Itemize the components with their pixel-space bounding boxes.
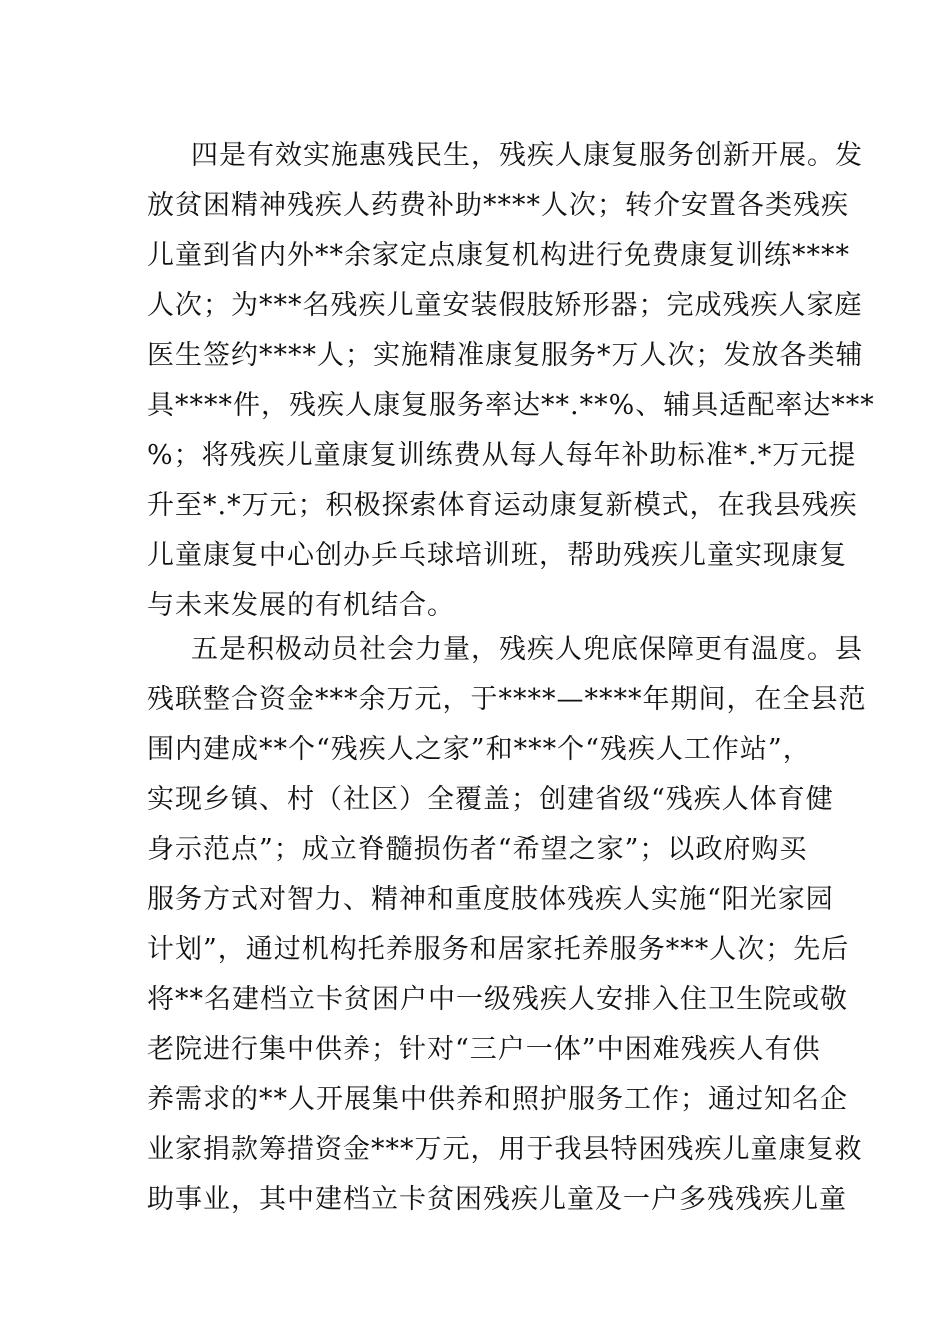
- paragraph-line: 与未来发展的有机结合。: [147, 590, 455, 621]
- paragraph-line: 计划”，通过机构托养服务和居家托养服务***人次；先后: [147, 934, 850, 965]
- paragraph-line: 四是有效实施惠残民生，残疾人康复服务创新开展。发: [191, 140, 863, 171]
- paragraph-line: 残联整合资金***余万元，于****—****年期间，在全县范: [147, 684, 867, 715]
- paragraph-line: 升至*.*万元；积极探索体育运动康复新模式，在我县残疾: [147, 490, 858, 521]
- paragraph-line: 身示范点”；成立脊髓损伤者“希望之家”；以政府购买: [147, 834, 808, 865]
- paragraph-line: 老院进行集中供养；针对“三户一体”中困难残疾人有供: [147, 1034, 821, 1065]
- paragraph-rehabilitation-services: [147, 131, 875, 631]
- paragraph-line: 儿童康复中心创办乒乓球培训班，帮助残疾儿童实现康复: [147, 540, 847, 571]
- paragraph-line: 五是积极动员社会力量，残疾人兜底保障更有温度。县: [191, 634, 863, 665]
- paragraph-line: 助事业，其中建档立卡贫困残疾儿童及一户多残残疾儿童: [147, 1184, 847, 1215]
- paragraph-line: 将**名建档立卡贫困户中一级残疾人安排入住卫生院或敬: [147, 984, 848, 1015]
- paragraph-line: 具****件，残疾人康复服务率达**.**%、辅具适配率达***: [147, 390, 875, 421]
- paragraph-line: 儿童到省内外**余家定点康复机构进行免费康复训练****: [147, 240, 850, 271]
- paragraph-line: 服务方式对智力、精神和重度肢体残疾人实施“阳光家园: [147, 884, 834, 915]
- paragraph-line: 放贫困精神残疾人药费补助****人次；转介安置各类残疾: [147, 190, 849, 221]
- paragraph-line: 业家捐款筹措资金***万元，用于我县特困残疾儿童康复救: [147, 1134, 863, 1165]
- paragraph-line: 人次；为***名残疾儿童安装假肢矫形器；完成残疾人家庭: [147, 290, 863, 321]
- paragraph-line: %；将残疾儿童康复训练费从每人每年补助标准*.*万元提: [147, 440, 857, 471]
- paragraph-line: 医生签约****人；实施精准康复服务*万人次；发放各类辅: [147, 340, 864, 371]
- paragraph-line: 养需求的**人开展集中供养和照护服务工作；通过知名企: [147, 1084, 848, 1115]
- paragraph-line: 围内建成**个“残疾人之家”和***个“残疾人工作站”，: [147, 734, 811, 765]
- paragraph-line: 实现乡镇、村（社区）全覆盖；创建省级“残疾人体育健: [147, 784, 834, 815]
- paragraph-social-support: [147, 625, 867, 1225]
